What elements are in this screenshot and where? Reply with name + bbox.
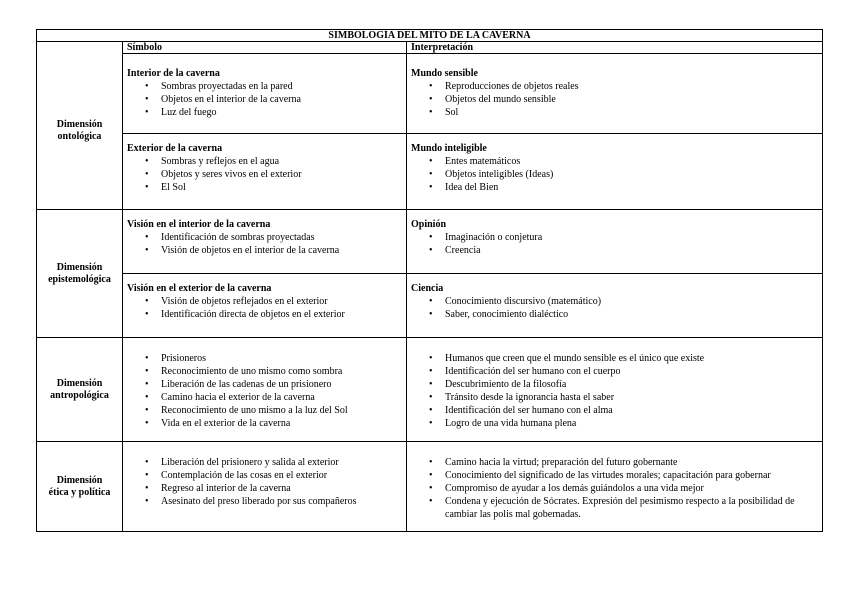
header-simbolo: Símbolo [123,42,407,54]
list-item: • Vida en el exterior de la caverna [161,417,402,430]
dimension-etica-line1: Dimensión [56,474,103,486]
list-item: • Contemplación de las cosas en el exterior [161,469,402,482]
subheading: Visión en el interior de la caverna [127,219,271,230]
list-item: • Identificación del ser humano con el cuerpo [445,365,818,378]
list-item: • Creencia [445,244,818,257]
interp-opinion [407,210,823,274]
list-item: • Sol [445,106,818,119]
list-item: • Camino hacia el exterior de la caverna [161,391,402,404]
list-item: • Conocimiento discursivo (matemático) [445,295,818,308]
dimension-antropologica [37,338,123,442]
bullet-list [411,231,818,257]
subheading: Ciencia [411,283,444,294]
list-item: • Sombras y reflejos en el agua [161,155,402,168]
list-item: • Liberación de las cadenas de un prisionero [161,378,402,391]
bullet-list [127,295,402,321]
list-item: • Regreso al interior de la caverna [161,482,402,495]
symbol-etica-politica [123,442,407,532]
subheading: Mundo sensible [411,68,478,79]
bullet-list [411,295,818,321]
list-item: • Conocimiento del significado de las virtudes morales; capacitación para gobernar [445,469,818,482]
dimension-antropologica-line2: antropológica [50,389,109,401]
list-item: • El Sol [161,181,402,194]
list-item: • Visión de objetos reflejados en el exterior [161,295,402,308]
list-item: • Liberación del prisionero y salida al exterior [161,456,402,469]
list-item: • Entes matemáticos [445,155,818,168]
bullet-list [411,456,818,521]
list-item: • Reconocimiento de uno mismo a la luz del Sol [161,404,402,417]
bullet-list [411,80,818,119]
table-title: SIMBOLOGÍA DEL MITO DE LA CAVERNA [37,30,823,42]
interp-mundo-sensible [407,54,823,134]
list-item: • Reproducciones de objetos reales [445,80,818,93]
list-item: • Tránsito desde la ignorancia hasta el saber [445,391,818,404]
list-item: • Objetos y seres vivos en el exterior [161,168,402,181]
list-item: • Compromiso de ayudar a los demás guiándolos a una vida mejor [445,482,818,495]
dimension-epistemologica [37,210,123,338]
bullet-list [127,352,402,430]
list-item: • Sombras proyectadas en la pared [161,80,402,93]
dimension-antropologica-line1: Dimensión [56,377,103,389]
header-interpretacion: Interpretación [407,42,823,54]
list-item: • Reconocimiento de uno mismo como sombra [161,365,402,378]
header-blank [37,42,123,54]
dimension-ontologica-line1: Dimensión [56,119,103,131]
bullet-list [127,155,402,194]
list-item: • Humanos que creen que el mundo sensible es el único que existe [445,352,818,365]
list-item: • Visión de objetos en el interior de la caverna [161,244,402,257]
list-item: • Descubrimiento de la filosofía [445,378,818,391]
subheading: Mundo inteligible [411,143,487,154]
caverna-symbology-table [36,29,823,532]
interp-etica-politica [407,442,823,532]
list-item: • Logro de una vida humana plena [445,417,818,430]
list-item: • Imaginación o conjetura [445,231,818,244]
list-item: • Identificación directa de objetos en el exterior [161,308,402,321]
list-item: • Identificación de sombras proyectadas [161,231,402,244]
list-item: • Camino hacia la virtud; preparación del futuro gobernante [445,456,818,469]
dimension-ontologica [37,54,123,210]
bullet-list [411,352,818,430]
bullet-list [127,80,402,119]
list-item: • Idea del Bien [445,181,818,194]
list-item: • Objetos del mundo sensible [445,93,818,106]
subheading: Exterior de la caverna [127,143,223,154]
list-item: • Saber, conocimiento dialéctico [445,308,818,321]
bullet-list [411,155,818,194]
dimension-etica-politica [37,442,123,532]
list-item: • Objetos en el interior de la caverna [161,93,402,106]
subheading: Opinión [411,219,447,230]
symbol-antropologica [123,338,407,442]
list-item: • Asesinato del preso liberado por sus compañeros [161,495,402,508]
interp-antropologica [407,338,823,442]
symbol-interior-caverna [123,54,407,134]
interp-ciencia [407,274,823,338]
list-item: • Prisioneros [161,352,402,365]
subheading: Visión en el exterior de la caverna [127,283,272,294]
dimension-etica-line2: ética y política [48,486,111,498]
symbol-vision-exterior [123,274,407,338]
list-item: • Luz del fuego [161,106,402,119]
symbol-vision-interior [123,210,407,274]
dimension-epistemologica-line1: Dimensión [56,261,103,273]
list-item: • Condena y ejecución de Sócrates. Expresión del pesimismo respecto a la posibilidad de cambiar las polis mal gobernadas. [445,495,818,521]
interp-mundo-inteligible [407,134,823,210]
symbol-exterior-caverna [123,134,407,210]
list-item: • Identificación del ser humano con el alma [445,404,818,417]
dimension-ontologica-line2: ontológica [57,131,102,143]
subheading: Interior de la caverna [127,68,220,79]
list-item: • Objetos inteligibles (Ideas) [445,168,818,181]
bullet-list [127,456,402,508]
bullet-list [127,231,402,257]
dimension-epistemologica-line2: epistemológica [48,273,111,285]
